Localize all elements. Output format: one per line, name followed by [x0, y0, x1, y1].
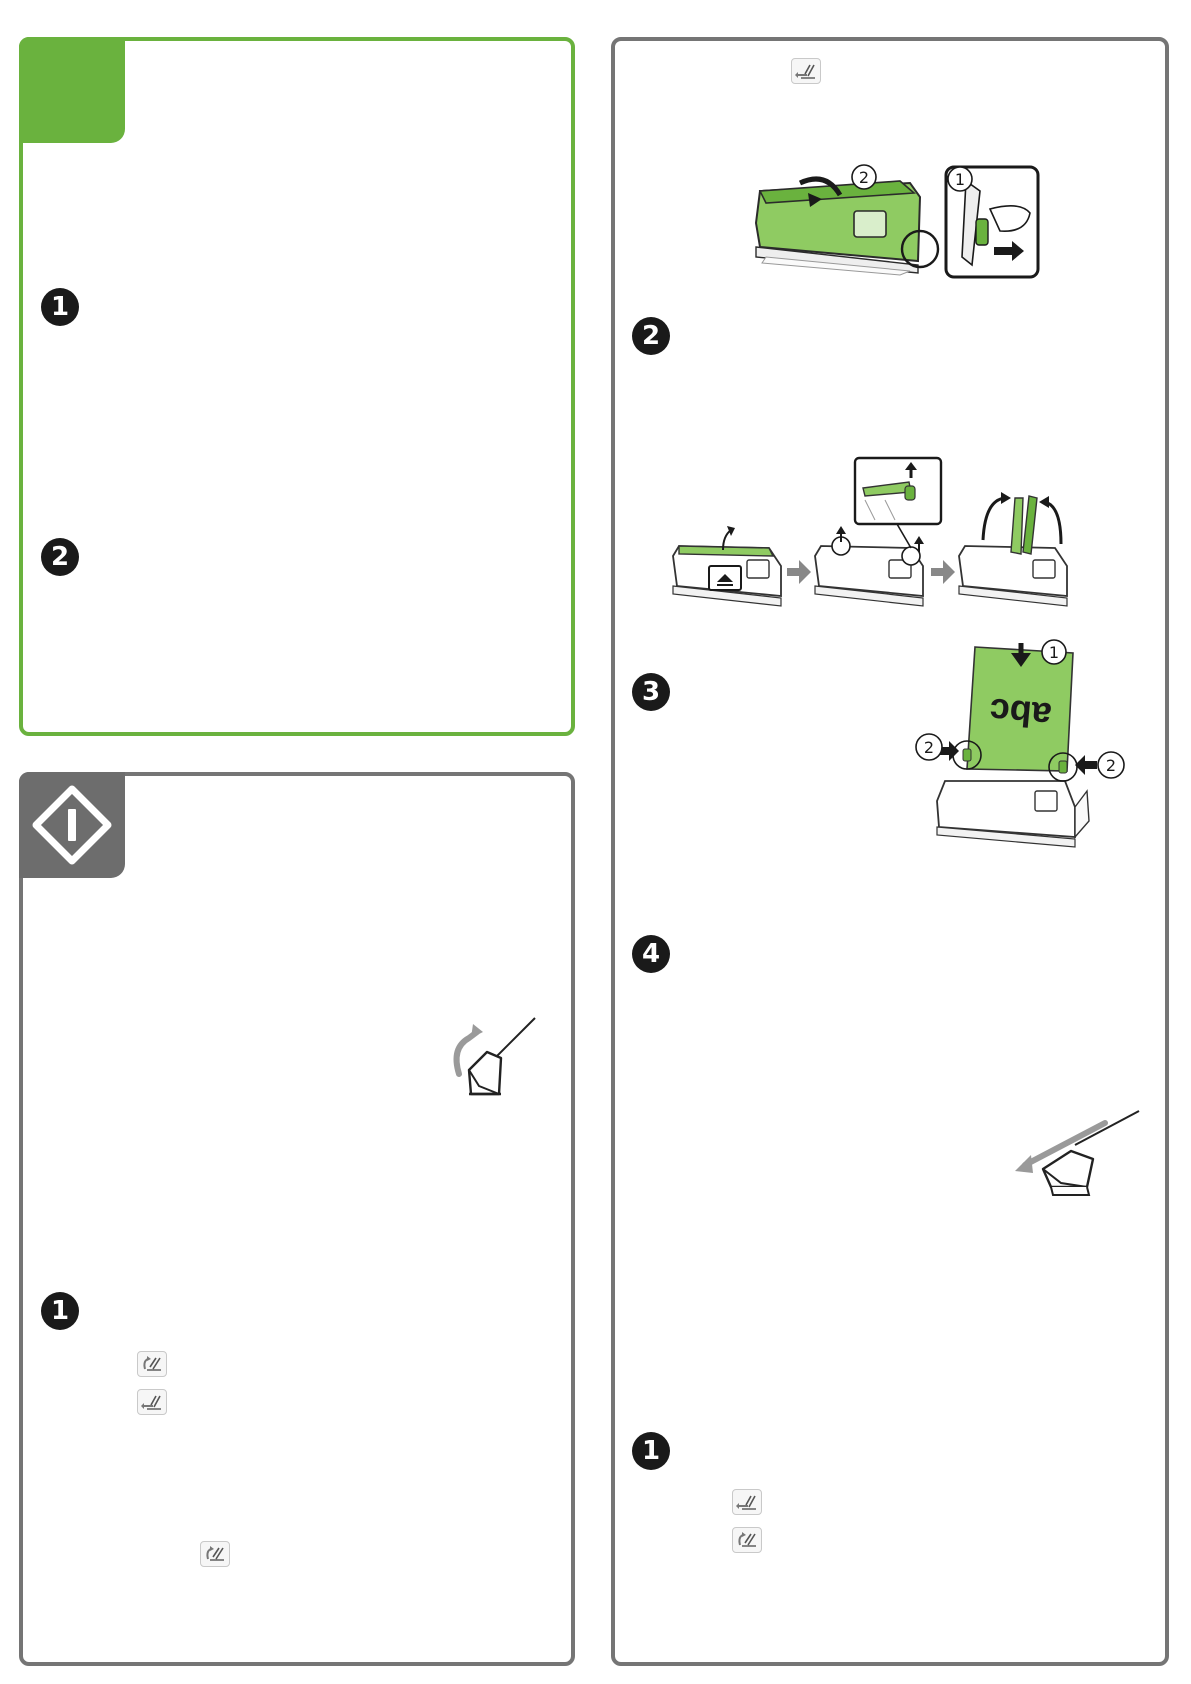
step-number-3: 3 — [632, 673, 670, 711]
scanner-step-1 — [673, 526, 781, 606]
callout-2: 2 — [858, 168, 870, 187]
raise-guides-illustration — [665, 456, 1125, 666]
straight-path-icon — [791, 58, 821, 84]
open-scanner-cover-illustration — [750, 161, 1050, 291]
notice-panel — [19, 772, 575, 1666]
step-number-2: 2 — [632, 317, 670, 355]
scanner-step-2 — [815, 458, 941, 606]
green-info-panel — [19, 37, 575, 736]
callout-1: 1 — [1048, 643, 1060, 662]
step-number-1: 1 — [632, 1432, 670, 1470]
paper-text: abc — [987, 690, 1054, 737]
callout-2-right: 2 — [1105, 756, 1117, 775]
step-number-1: 1 — [41, 288, 79, 326]
instructions-panel — [611, 37, 1169, 1666]
callout-2-left: 2 — [923, 738, 935, 757]
separation-mode-icon — [732, 1527, 762, 1553]
straight-path-icon — [137, 1389, 167, 1415]
scanner-step-3 — [959, 492, 1067, 606]
separation-mode-illustration — [443, 1016, 543, 1106]
step-number-2: 2 — [41, 538, 79, 576]
step-number-1: 1 — [41, 1292, 79, 1330]
separation-mode-icon — [200, 1541, 230, 1567]
caution-diamond-icon — [32, 785, 112, 865]
separation-mode-icon — [137, 1351, 167, 1377]
step-number-4: 4 — [632, 935, 670, 973]
callout-1: 1 — [954, 170, 966, 189]
notice-corner-tab — [19, 772, 125, 878]
straight-path-illustration — [1005, 1111, 1145, 1201]
load-paper-illustration — [925, 641, 1165, 851]
straight-path-icon — [732, 1489, 762, 1515]
panel-corner-tab — [19, 37, 125, 143]
